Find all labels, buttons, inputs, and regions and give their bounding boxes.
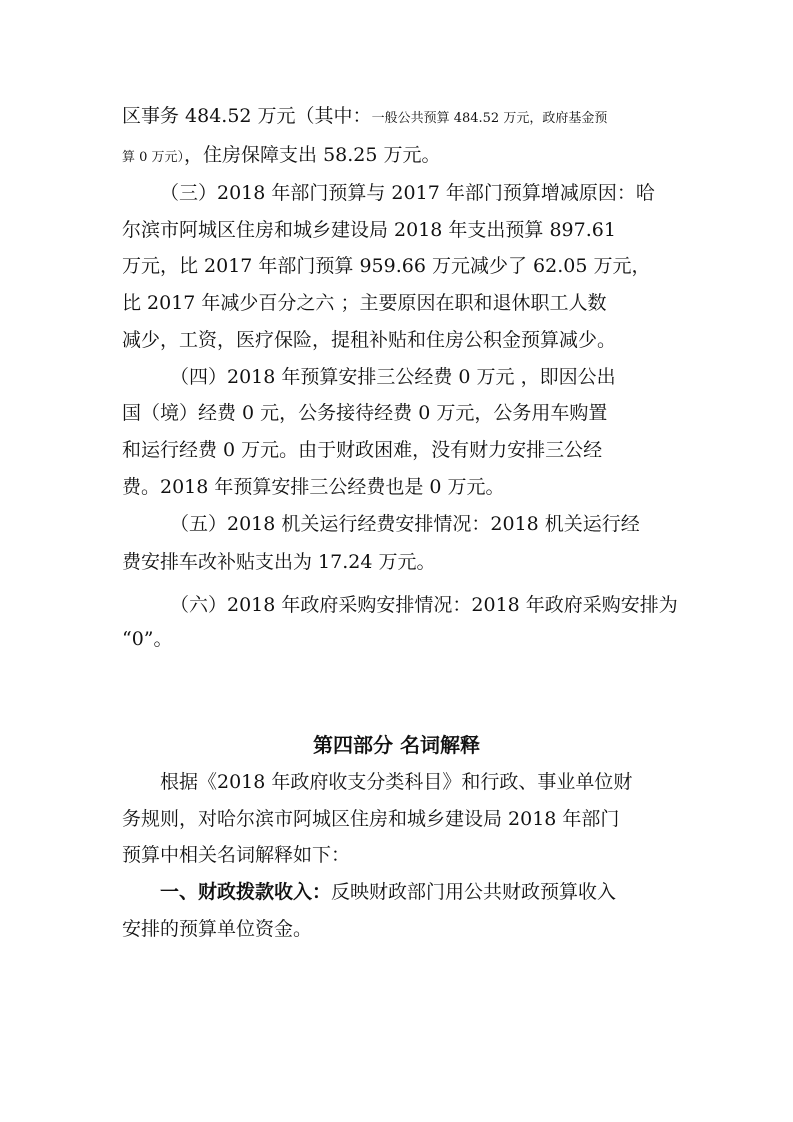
term1-line-2: 安排的预算单位资金。 (122, 918, 313, 940)
section3-line-1-main: 区事务 484.52 万元（其中： (122, 105, 372, 127)
part4-intro-line-3: 预算中相关名词解释如下： (122, 844, 351, 866)
section3-line-2 (122, 143, 441, 170)
part4-intro-line-2: 务规则，对哈尔滨市阿城区住房和城乡建设局 2018 年部门 (122, 808, 620, 830)
section3-line-2-note: 算 0 万元） (122, 150, 185, 165)
item5-line-1: （五）2018 机关运行经费安排情况：2018 机关运行经 (170, 513, 640, 535)
item6-line-1: （六）2018 年政府采购安排情况：2018 年政府采购安排为 (170, 594, 678, 616)
item3-line-1: （三）2018 年部门预算与 2017 年部门预算增减原因：哈 (160, 182, 655, 204)
item3-line-2: 尔滨市阿城区住房和城乡建设局 2018 年支出预算 897.61 (122, 219, 616, 241)
item4-line-2: 国（境）经费 0 元，公务接待经费 0 万元，公务用车购置 (122, 402, 608, 424)
item4-line-3: 和运行经费 0 万元。由于财政困难，没有财力安排三公经 (122, 439, 603, 461)
part4-intro-line-1: 根据《2018 年政府收支分类科目》和行政、事业单位财 (160, 771, 633, 793)
section3-line-2-main: ，住房保障支出 58.25 万元。 (184, 144, 441, 166)
item6-line-2: “0”。 (122, 628, 173, 650)
item3-line-3: 万元，比 2017 年部门预算 959.66 万元减少了 62.05 万元， (122, 255, 651, 277)
part4-heading: 第四部分 名词解释 (313, 733, 480, 757)
section3-line-1-note: 一般公共预算 484.52 万元，政府基金预 (371, 111, 608, 126)
item3-line-5: 减少，工资，医疗保险，提租补贴和住房公积金预算减少。 (122, 329, 617, 351)
section3-line-1 (122, 104, 607, 131)
item4-line-4: 费。2018 年预算安排三公经费也是 0 万元。 (122, 476, 505, 498)
term1-definition: 反映财政部门用公共财政预算收入 (331, 881, 617, 903)
item4-line-1: （四）2018 年预算安排三公经费 0 万元 ，即因公出 (170, 366, 616, 388)
item3-line-4: 比 2017 年减少百分之六 ；主要原因在职和退休职工人数 (122, 292, 607, 314)
item5-line-2: 费安排车改补贴支出为 17.24 万元。 (122, 551, 436, 573)
term1-line-1 (160, 880, 616, 904)
term1-title: 一、财政拨款收入： (160, 881, 332, 903)
